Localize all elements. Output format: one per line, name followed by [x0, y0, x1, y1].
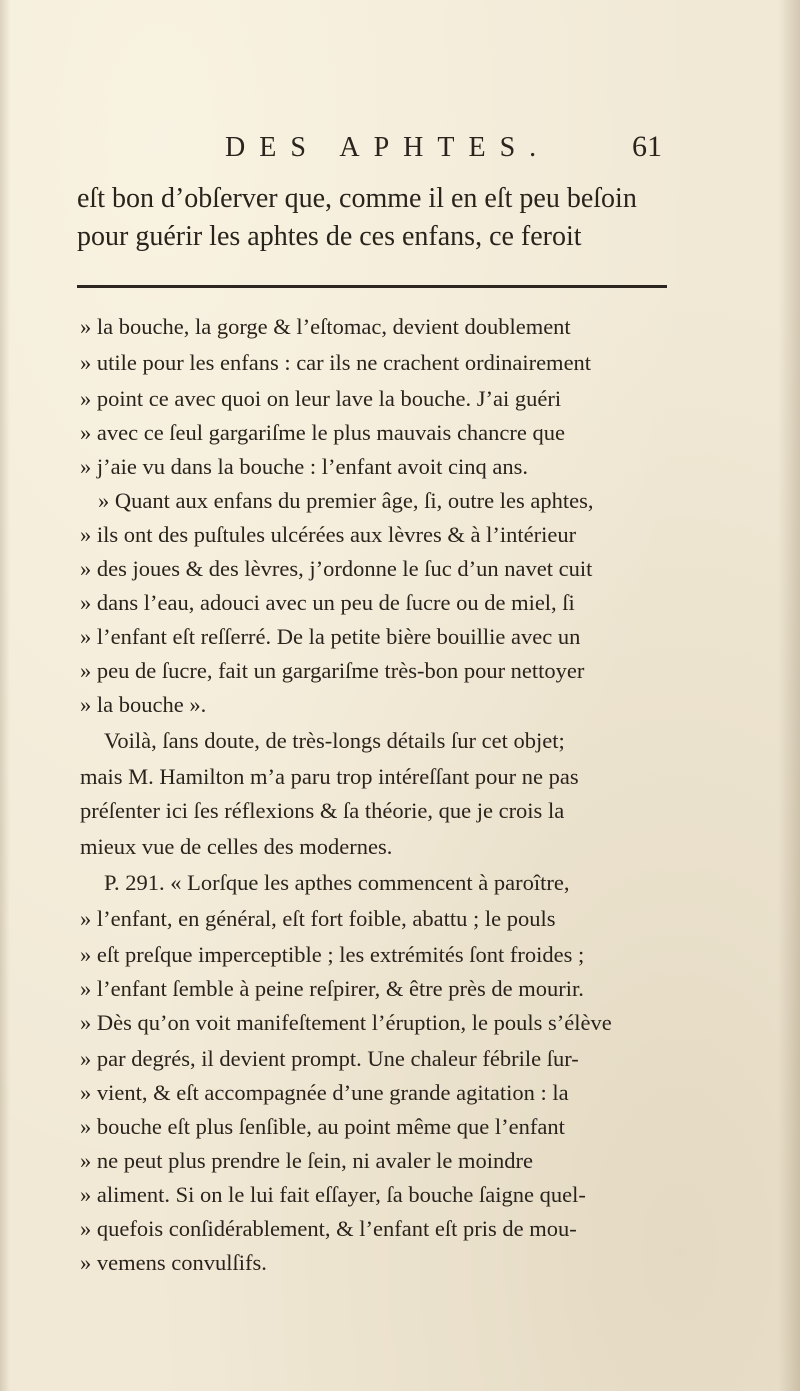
footnote-line: mais M. Hamilton m’a paru trop intéreſſant pour ne pas: [80, 764, 579, 789]
footnote-line: » la bouche ».: [80, 692, 207, 717]
footnote-line: P. 291. « Lorſque les apthes commencent à paroître,: [104, 870, 570, 895]
page-header: [0, 128, 800, 168]
text-line: eſt bon d’obſerver que, comme il en eſt peu beſoin: [77, 183, 637, 214]
running-title: DES APHTES.: [225, 132, 551, 163]
footnote-line: » l’enfant ſemble à peine reſpirer, & être près de mourir.: [80, 976, 584, 1001]
footnote-line: Voilà, ſans doute, de très-longs détails ſur cet objet;: [104, 728, 565, 753]
footnote-rule: [77, 285, 667, 288]
footnote-line: » des joues & des lèvres, j’ordonne le ſuc d’un navet cuit: [80, 556, 593, 581]
text-line: pour guérir les aphtes de ces enfans, ce feroit: [77, 221, 582, 252]
footnote-line: » eſt preſque imperceptible ; les extrémités ſont froides ;: [80, 942, 585, 967]
footnote-line: » par degrés, il devient prompt. Une chaleur fébrile ſur-: [80, 1046, 579, 1071]
page-shadow-left: [0, 0, 10, 1391]
footnote-line: » aliment. Si on le lui fait eſſayer, ſa bouche ſaigne quel-: [80, 1182, 586, 1207]
footnote-line: » vemens convulſifs.: [80, 1250, 267, 1275]
footnote-line: » avec ce ſeul gargariſme le plus mauvais chancre que: [80, 420, 565, 445]
footnote-line: » quefois conſidérablement, & l’enfant eſt pris de mou-: [80, 1216, 577, 1241]
footnote-line: » point ce avec quoi on leur lave la bouche. J’ai guéri: [80, 386, 562, 411]
page-shadow-right: [778, 0, 800, 1391]
footnote-line: » ils ont des puſtules ulcérées aux lèvres & à l’intérieur: [80, 522, 577, 547]
footnote-line: » Dès qu’on voit manifeſtement l’éruption, le pouls s’élève: [80, 1010, 612, 1035]
footnote-line: » vient, & eſt accompagnée d’une grande agitation : la: [80, 1080, 569, 1105]
footnote-line: » j’aie vu dans la bouche : l’enfant avoit cinq ans.: [80, 454, 528, 479]
footnote-line: » dans l’eau, adouci avec un peu de ſucre ou de miel, ſi: [80, 590, 575, 615]
footnote-line: » ne peut plus prendre le ſein, ni avaler le moindre: [80, 1148, 533, 1173]
footnote-line: » Quant aux enfans du premier âge, ſi, outre les aphtes,: [98, 488, 594, 513]
footnote-line: » utile pour les enfans : car ils ne crachent ordinairement: [80, 350, 592, 375]
footnote-line: » bouche eſt plus ſenſible, au point même que l’enfant: [80, 1114, 565, 1139]
footnote-line: mieux vue de celles des modernes.: [80, 834, 393, 859]
footnote-line: préſenter ici ſes réflexions & ſa théorie, que je crois la: [80, 798, 565, 823]
footnote-line: » peu de ſucre, fait un gargariſme très-bon pour nettoyer: [80, 658, 585, 683]
footnote-line: » la bouche, la gorge & l’eſtomac, devient doublement: [80, 314, 571, 339]
page-number: 61: [632, 130, 662, 163]
footnote-line: » l’enfant, en général, eſt fort foible, abattu ; le pouls: [80, 906, 556, 931]
footnote-line: » l’enfant eſt reſſerré. De la petite bière bouillie avec un: [80, 624, 581, 649]
